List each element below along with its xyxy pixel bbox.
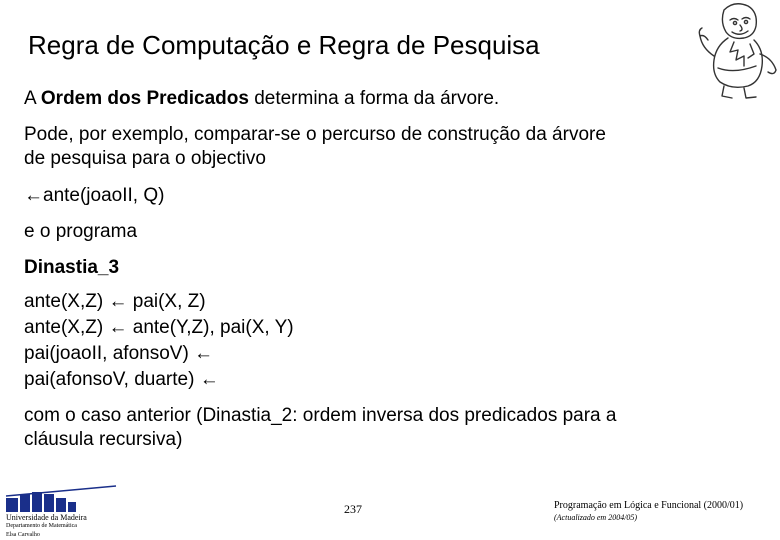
- paragraph-line-1: Pode, por exemplo, comparar-se o percurso de construção da árvore: [24, 124, 606, 145]
- goal-query: ←ante(joaoII, Q): [24, 185, 165, 206]
- footer-updated: (Actualizado em 2004/05): [554, 513, 638, 522]
- intro-line: [24, 87, 499, 111]
- program-line-2: ante(X,Z) ← ante(Y,Z), pai(X, Y): [24, 317, 294, 338]
- footer-department: Departamento de Matemática: [6, 523, 77, 529]
- slide-title: Regra de Computação e Regra de Pesquisa: [28, 30, 540, 60]
- program-line-3: pai(joaoII, afonsoV) ←: [24, 343, 214, 364]
- intro-suffix: determina a forma da árvore.: [248, 88, 500, 109]
- university-logo: [4, 484, 120, 512]
- program-line-1: ante(X,Z) ← pai(X, Z): [24, 291, 206, 312]
- footer-university: Universidade da Madeira: [6, 513, 87, 522]
- compare-line-1: com o caso anterior (Dinastia_2: ordem inversa dos predicados para a: [24, 405, 617, 426]
- compare-line-2: cláusula recursiva): [24, 429, 183, 450]
- footer-author: Elsa Carvalho: [6, 532, 40, 538]
- footer-course: Programação em Lógica e Funcional (2000/01): [554, 500, 744, 511]
- program-name: Dinastia_3: [24, 257, 120, 278]
- intro-prefix: A: [24, 88, 41, 109]
- paragraph-line-2: de pesquisa para o objectivo: [24, 148, 266, 169]
- mascot-illustration: [694, 0, 780, 100]
- page-number: 237: [344, 502, 362, 516]
- program-line-4: pai(afonsoV, duarte) ←: [24, 369, 219, 390]
- intro-bold: Ordem dos Predicados: [40, 88, 249, 109]
- program-intro: e o programa: [24, 221, 138, 242]
